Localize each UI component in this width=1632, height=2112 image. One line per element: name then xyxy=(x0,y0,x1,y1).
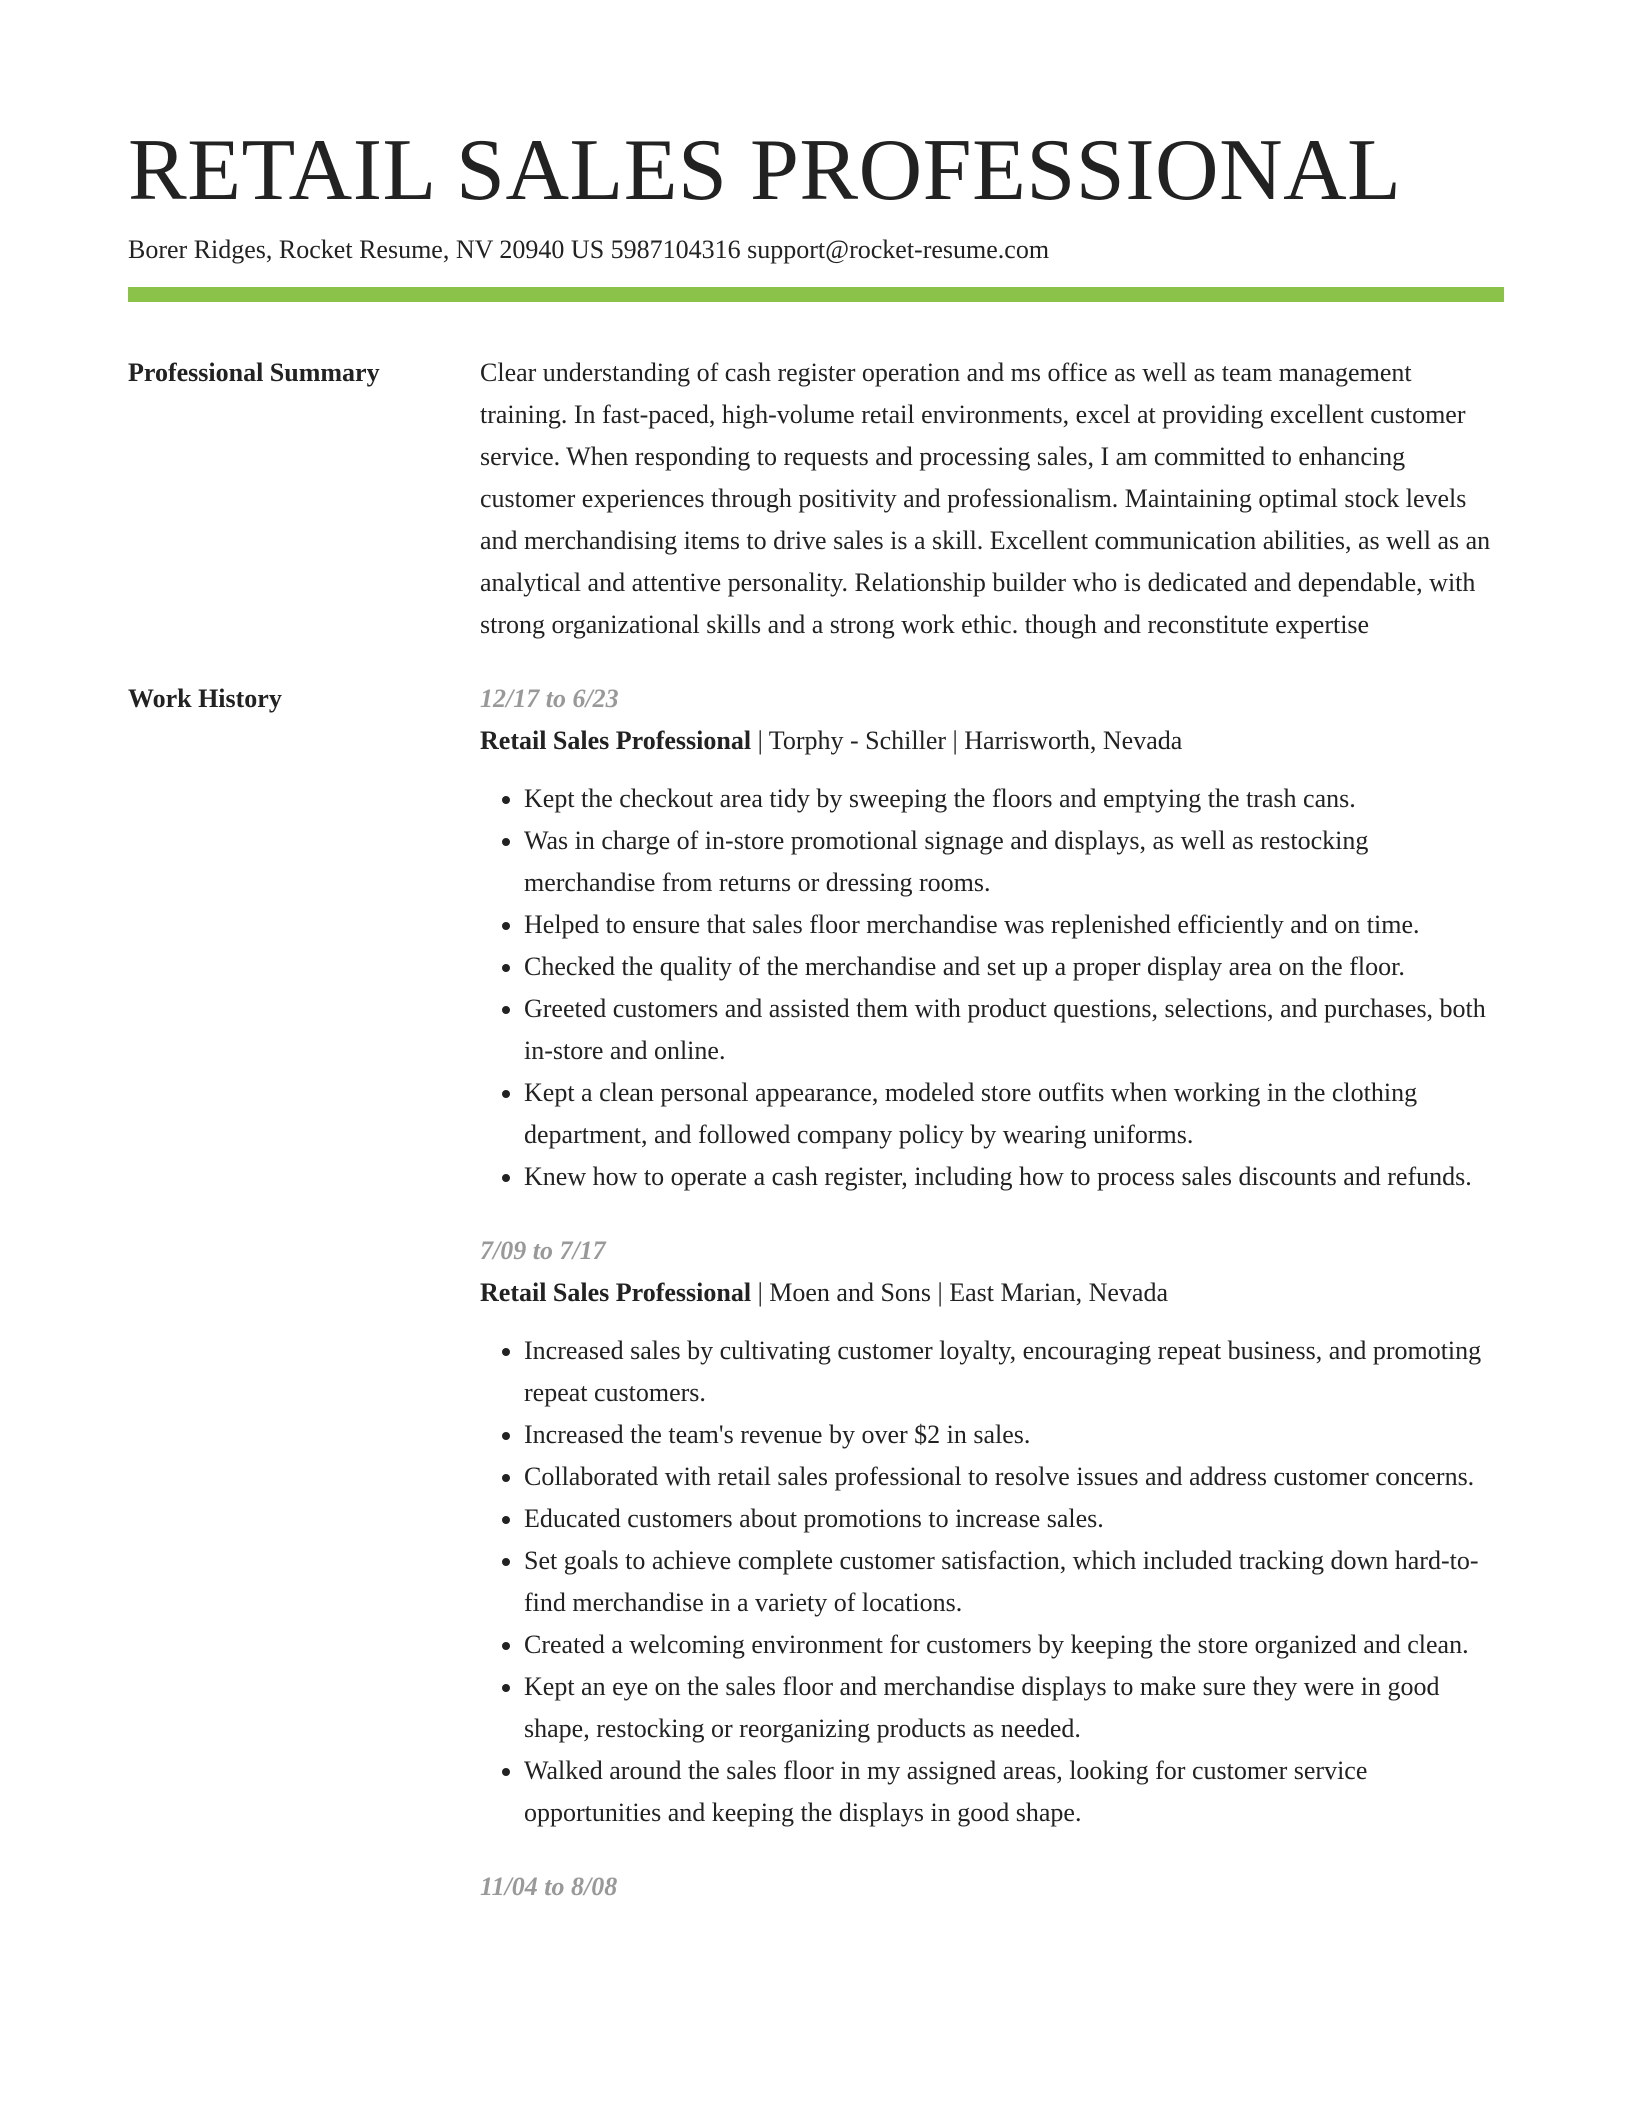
job-title: Retail Sales Professional xyxy=(480,726,752,755)
duty-item: • Kept the checkout area tidy by sweeping the floors and emptying the trash cans. xyxy=(524,778,1504,820)
job-dates: 11/04 to 8/08 xyxy=(480,1872,618,1901)
duty-item: • Collaborated with retail sales professional to resolve issues and address customer concerns. xyxy=(524,1456,1504,1498)
job-details: | Moen and Sons | East Marian, Nevada xyxy=(751,1278,1168,1307)
duty-item: • Knew how to operate a cash register, including how to process sales discounts and refunds. xyxy=(524,1156,1504,1198)
job-entry xyxy=(480,1866,1504,1908)
duty-item: • Helped to ensure that sales floor merchandise was replenished efficiently and on time. xyxy=(524,904,1504,946)
duty-item: • Was in charge of in-store promotional signage and displays, as well as restocking merchandise from returns or dressing rooms. xyxy=(524,820,1504,904)
work-history-label: Work History xyxy=(128,684,282,713)
work-history-body xyxy=(480,678,1504,1908)
job-dates: 12/17 to 6/23 xyxy=(480,684,619,713)
work-history-section xyxy=(128,678,1504,1908)
job-heading xyxy=(480,1272,1504,1314)
duty-item: • Kept an eye on the sales floor and merchandise displays to make sure they were in good shape, restocking or reorganizing products as needed. xyxy=(524,1666,1504,1750)
duty-item: • Kept a clean personal appearance, modeled store outfits when working in the clothing department, and followed company policy by wearing uniforms. xyxy=(524,1072,1504,1156)
job-dates: 7/09 to 7/17 xyxy=(480,1236,606,1265)
job-details: | Torphy - Schiller | Harrisworth, Nevada xyxy=(751,726,1183,755)
duty-item: • Greeted customers and assisted them with product questions, selections, and purchases, both in-store and online. xyxy=(524,988,1504,1072)
duty-item: • Checked the quality of the merchandise and set up a proper display area on the floor. xyxy=(524,946,1504,988)
duty-item: • Increased the team's revenue by over $2 in sales. xyxy=(524,1414,1504,1456)
duty-list xyxy=(480,1330,1504,1834)
summary-label: Professional Summary xyxy=(128,358,380,387)
job-title: Retail Sales Professional xyxy=(480,1278,752,1307)
header-divider xyxy=(128,287,1504,302)
contact-info: Borer Ridges, Rocket Resume, NV 20940 US 5987104316 support@rocket-resume.com xyxy=(128,235,1050,264)
duty-item: • Walked around the sales floor in my assigned areas, looking for customer service opportunities and keeping the displays in good shape. xyxy=(524,1750,1504,1834)
resume-name: RETAIL SALES PROFESSIONAL xyxy=(128,122,1402,219)
summary-text: Clear understanding of cash register operation and ms office as well as team management training. In fast-paced, high-volume retail environments, excel at providing excellent customer service. When responding to requests and processing sales, I am committed to enhancing customer experiences through positivity and professionalism. Maintaining optimal stock levels and merchandising items to drive sales is a skill. Excellent communication abilities, as well as an analytical and attentive personality. Relationship builder who is dedicated and dependable, with strong organizational skills and a strong work ethic. though and reconstitute expertise xyxy=(480,358,1491,639)
summary-section xyxy=(128,352,1504,646)
duty-item: • Set goals to achieve complete customer satisfaction, which included tracking down hard-to-find merchandise in a variety of locations. xyxy=(524,1540,1504,1624)
job-heading xyxy=(480,720,1504,762)
duty-item: • Educated customers about promotions to increase sales. xyxy=(524,1498,1504,1540)
duty-item: • Created a welcoming environment for customers by keeping the store organized and clean. xyxy=(524,1624,1504,1666)
duty-list xyxy=(480,778,1504,1198)
job-entry xyxy=(480,1230,1504,1834)
duty-item: • Increased sales by cultivating customer loyalty, encouraging repeat business, and promoting repeat customers. xyxy=(524,1330,1504,1414)
job-entry xyxy=(480,678,1504,1198)
